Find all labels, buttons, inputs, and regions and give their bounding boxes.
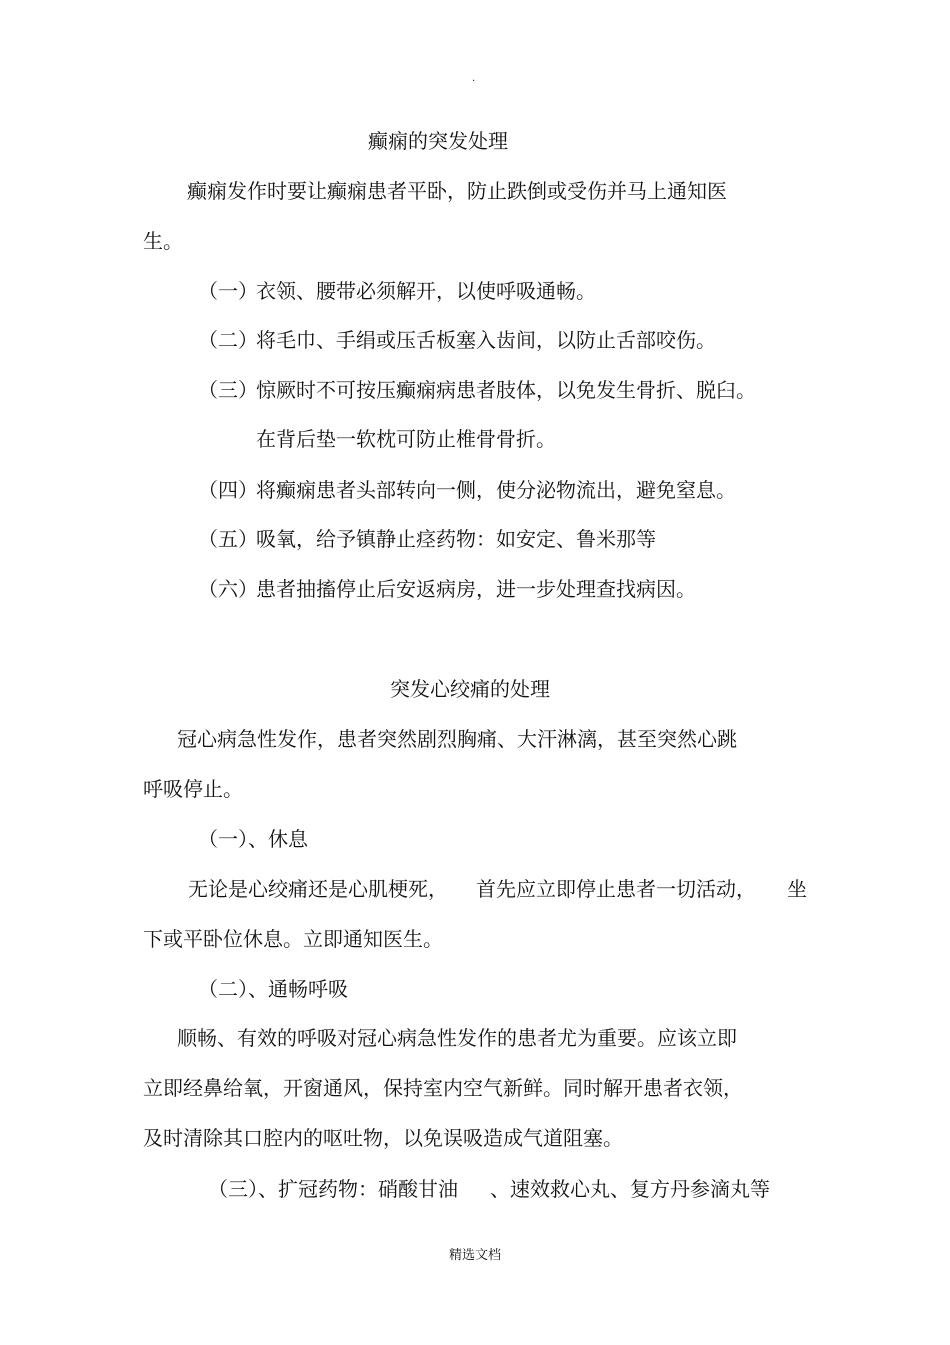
section1-title: 癫痫的突发处理 (368, 129, 508, 153)
list-item-text: 吸氧，给予镇静止痉药物：如安定、鲁米那等 (256, 527, 656, 551)
list-item (198, 526, 656, 552)
list-item-number: （三） (198, 378, 258, 402)
list-item-number: （六） (198, 577, 258, 601)
list-item (198, 278, 596, 304)
list-item-text: 衣领、腰带必须解开，以使呼吸通畅。 (256, 279, 596, 303)
section2-intro-line2: 呼吸停止。 (143, 777, 243, 801)
list-item-text: 将毛巾、手绢或压舌板塞入齿间，以防止舌部咬伤。 (256, 328, 716, 352)
section1-intro-line1: 癫痫发作时要让癫痫患者平卧，防止跌倒或受伤并马上通知医 (187, 179, 727, 203)
list-item-number: （五） (198, 527, 258, 551)
drugs-list-continued: 、速效救心丸、复方丹参滴丸等 (490, 1177, 770, 1201)
section2-intro-line1: 冠心病急性发作，患者突然剧烈胸痛、大汗淋漓，甚至突然心跳 (177, 727, 737, 751)
rest-paragraph-part3: 坐 (787, 877, 807, 901)
section2-title: 突发心绞痛的处理 (390, 677, 550, 701)
rest-paragraph-part1: 无论是心绞痛还是心肌梗死， (188, 877, 448, 901)
list-item (198, 477, 736, 503)
subsection-heading-breathing: （二）、通畅呼吸 (198, 977, 348, 1001)
page-footer: 精选文档 (448, 1248, 501, 1263)
list-item-continuation (198, 426, 556, 452)
list-item-number: （一） (198, 279, 258, 303)
list-item (198, 377, 756, 403)
list-item (198, 327, 716, 353)
list-item-text: 在背后垫一软枕可防止椎骨骨折。 (256, 427, 556, 451)
list-item-number: （四） (198, 478, 258, 502)
list-item (198, 576, 696, 602)
rest-paragraph-part2: 首先应立即停止患者一切活动， (476, 877, 756, 901)
breathing-paragraph-line3: 及时清除其口腔内的呕吐物，以免误吸造成气道阻塞。 (143, 1126, 623, 1150)
subsection-heading-rest: （一）、休息 (198, 827, 308, 851)
list-item-text: 惊厥时不可按压癫痫病患者肢体，以免发生骨折、脱臼。 (256, 378, 756, 402)
list-item-number: （二） (198, 328, 258, 352)
section1-intro-line2: 生。 (143, 229, 183, 253)
list-item-text: 将癫痫患者头部转向一侧，使分泌物流出，避免窒息。 (256, 478, 736, 502)
breathing-paragraph-line1: 顺畅、有效的呼吸对冠心病急性发作的患者尤为重要。应该立即 (177, 1026, 737, 1050)
rest-paragraph-line2: 下或平卧位休息。立即通知医生。 (143, 927, 443, 951)
subsection-heading-drugs: （三）、扩冠药物：硝酸甘油 (208, 1177, 458, 1201)
list-item-text: 患者抽搐停止后安返病房，进一步处理查找病因。 (256, 577, 696, 601)
header-mark: . (472, 73, 476, 84)
breathing-paragraph-line2: 立即经鼻给氧，开窗通风，保持室内空气新鲜。同时解开患者衣领， (143, 1076, 743, 1100)
